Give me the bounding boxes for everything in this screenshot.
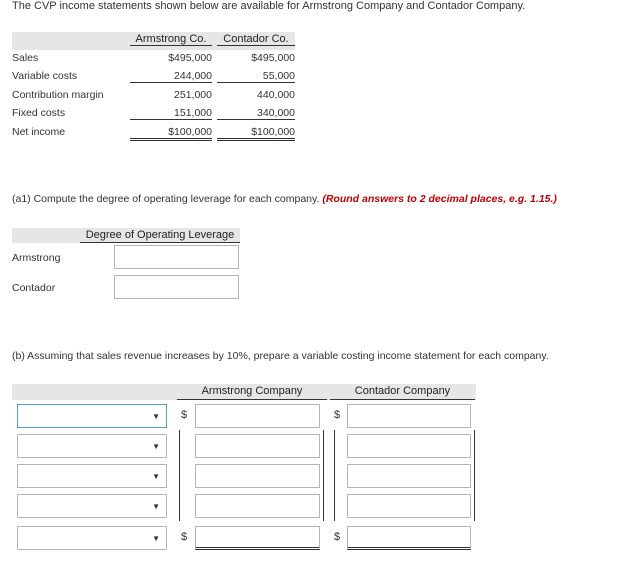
cvp-contador-net-income: $100,000 — [217, 126, 295, 141]
income-line-item-select-1[interactable] — [17, 404, 167, 428]
cvp-header-armstrong: Armstrong Co. — [130, 33, 212, 46]
cvp-row-label-contribution-margin: Contribution margin — [12, 89, 104, 101]
income-line-item-select-3[interactable] — [17, 464, 167, 488]
contador-amount-input-4[interactable] — [347, 494, 471, 518]
cvp-contador-contribution-margin: 440,000 — [257, 89, 295, 101]
chevron-down-icon: ▼ — [152, 472, 160, 481]
cvp-row-label-sales: Sales — [12, 52, 39, 64]
armstrong-amount-input-1[interactable] — [195, 404, 320, 428]
cvp-row-label-net-income: Net income — [12, 126, 66, 138]
armstrong-amount-input-2[interactable] — [195, 434, 320, 458]
income-header-armstrong: Armstrong Company — [177, 384, 327, 400]
question-a1-text: (a1) Compute the degree of operating leverage for each company. — [12, 193, 323, 205]
armstrong-dollar-sign-1: $ — [181, 409, 188, 421]
income-line-item-select-5[interactable] — [17, 526, 167, 550]
chevron-down-icon: ▼ — [152, 534, 160, 543]
contador-dollar-sign-1: $ — [334, 409, 341, 421]
question-a1 — [12, 193, 557, 205]
cvp-contador-fixed-costs: 340,000 — [217, 107, 295, 120]
cvp-armstrong-variable-costs: 244,000 — [130, 70, 212, 83]
contador-column-rule-right — [474, 430, 475, 521]
dol-table-title: Degree of Operating Leverage — [80, 228, 240, 243]
contador-amount-input-2[interactable] — [347, 434, 471, 458]
cvp-row-label-variable-costs: Variable costs — [12, 70, 78, 82]
chevron-down-icon: ▼ — [152, 412, 160, 421]
armstrong-dollar-sign-5: $ — [181, 531, 188, 543]
contador-amount-input-3[interactable] — [347, 464, 471, 488]
chevron-down-icon: ▼ — [152, 442, 160, 451]
contador-amount-input-5[interactable] — [347, 526, 471, 550]
cvp-armstrong-fixed-costs: 151,000 — [130, 107, 212, 120]
armstrong-amount-input-4[interactable] — [195, 494, 320, 518]
armstrong-column-rule-right — [323, 430, 324, 521]
cvp-contador-sales: $495,000 — [251, 52, 295, 64]
intro-text: The CVP income statements shown below are available for Armstrong Company and Contador Company. — [12, 0, 526, 12]
cvp-armstrong-contribution-margin: 251,000 — [174, 89, 212, 101]
dol-armstrong-input[interactable] — [114, 245, 239, 269]
dol-contador-input[interactable] — [114, 275, 239, 299]
dol-row-label-contador: Contador — [12, 282, 56, 294]
armstrong-amount-input-3[interactable] — [195, 464, 320, 488]
contador-column-rule — [334, 430, 335, 521]
cvp-armstrong-net-income: $100,000 — [130, 126, 212, 141]
cvp-header-contador: Contador Co. — [217, 33, 295, 46]
dol-row-label-armstrong: Armstrong — [12, 252, 61, 264]
cvp-contador-variable-costs: 55,000 — [217, 70, 295, 83]
armstrong-column-rule — [179, 430, 180, 521]
income-line-item-select-2[interactable] — [17, 434, 167, 458]
chevron-down-icon: ▼ — [152, 502, 160, 511]
armstrong-amount-input-5[interactable] — [195, 526, 320, 550]
income-line-item-select-4[interactable] — [17, 494, 167, 518]
cvp-row-label-fixed-costs: Fixed costs — [12, 107, 66, 119]
question-a1-hint: (Round answers to 2 decimal places, e.g. 1.15.) — [322, 193, 557, 205]
contador-dollar-sign-5: $ — [334, 531, 341, 543]
income-header-contador: Contador Company — [330, 384, 475, 400]
question-b: (b) Assuming that sales revenue increases by 10%, prepare a variable costing income statement for each company. — [12, 350, 549, 362]
contador-amount-input-1[interactable] — [347, 404, 471, 428]
cvp-armstrong-sales: $495,000 — [168, 52, 212, 64]
